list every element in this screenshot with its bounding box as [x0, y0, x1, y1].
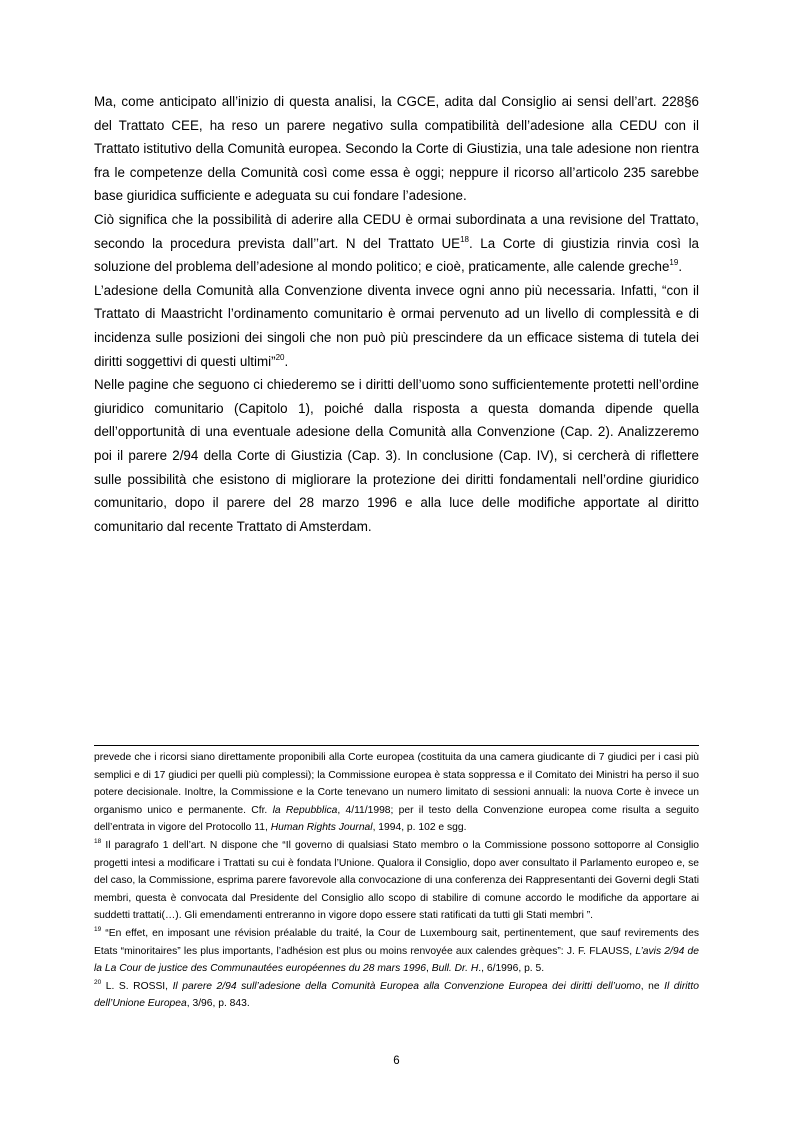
paragraph-1: Ma, come anticipato all’inizio di questa analisi, la CGCE, adita dal Consiglio ai sensi dell’art. 228§6 del Trattato CEE, ha reso un parere negativo sulla compatibilità dell’adesione alla CEDU con il Trattato istitutivo della Comunità europea. Secondo la Corte di Giustizia, una tale adesione non rientra fra le competenze della Comunità così come essa è oggi; neppure il ricorso all’articolo 235 sarebbe base giuridica sufficiente e adeguata su cui fondare l’adesione.	[94, 94, 699, 204]
footnote-separator	[94, 745, 699, 746]
footnote-20: $^{20}$ L. S. ROSSI, Il parere 2/94 sull’adesione della Comunità Europea alla Convenzione Europea dei diritti dell’uomo, ne Il diritto dell’Unione Europea, 3/96, p. 843.	[94, 978, 699, 1010]
footnote-number: 18	[94, 837, 102, 845]
footnotes	[94, 749, 699, 1013]
footnote-number: 19	[94, 925, 102, 933]
footnote-19: $^{19}$ “En effet, en imposant une révision préalable du traité, la Cour de Luxembourg sait, pertinentement, que sauf revirements des Etats “minoritaires” les plus importants, l’adhésion est plus ou moins renvoyée aux calendes grèques”: J. F. FLAUSS, L’avis 2/94 de la La Cour de justice des Communautées européennes du 28 mars 1996, Bull. Dr. H., 6/1996, p. 5.	[94, 925, 699, 975]
page-number: 6	[393, 1055, 400, 1067]
paragraph-4: Nelle pagine che seguono ci chiederemo se i diritti dell’uomo sono sufficientemente protetti nell’ordine giuridico comunitario (Capitolo 1), poiché dalla risposta a questa domanda dipende quella dell’opportunità di una eventuale adesione della Comunità alla Convenzione (Cap. 2). Analizzeremo poi il parere 2/94 della Corte di Giustizia (Cap. 3). In conclusione (Cap. IV), si cercherà di riflettere sulle possibilità che esistono di migliorare la protezione dei diritti fondamentali nell’ordine giuridico comunitario, dopo il parere del 28 marzo 1996 e alla luce delle modifiche apportate al diritto comunitario dal recente Trattato di Amsterdam.	[94, 377, 699, 534]
footnote-ref-18[interactable]: 18	[460, 234, 469, 244]
footnote-18: $^{18}$ Il paragrafo 1 dell’art. N dispone che “Il governo di qualsiasi Stato membro o la Commissione possono sottoporre al Consiglio progetti intesi a modificare i Trattati su cui è fondata l’Unione. Qualora il Consiglio, dopo aver consultato il Parlamento europeo e, se del caso, la Commissione, esprima parere favorevole alla convocazione di una conferenza dei Rappresentanti dei Governi degli Stati membri, questa è convocata dal Presidente del Consiglio allo scopo di stabilire di comune accordo le modifiche da apportare ai suddetti trattati(…). Gli emendamenti entreranno in vigore dopo essere stati ratificati da tutti gli Stati membri ”.	[94, 837, 699, 922]
paragraph-3: L’adesione della Comunità alla Convenzione diventa invece ogni anno più necessaria. Infatti, “con il Trattato di Maastricht l’ordinamento comunitario è ormai pervenuto ad un livello di complessità e di incidenza sulle posizioni dei singoli che non può più prescindere da un efficace sistema di tutela dei diritti soggettivi di questi ultimi”$^{20}$.	[94, 282, 699, 369]
main-text	[94, 90, 699, 538]
footnote-number: 20	[94, 978, 102, 986]
footnote-ref-20[interactable]: 20	[275, 352, 285, 362]
footnote-ref-19[interactable]: 19	[669, 258, 679, 268]
footnote-continuation: prevede che i ricorsi siano direttamente proponibili alla Corte europea (costituita da una camera giudicante di 7 giudici per i casi più semplici e di 17 giudici per quelli più complessi); la Commissione europea è stata soppressa e il Comitato dei Ministri ha perso il suo potere decisionale. Inoltre, la Commissione e la Corte tenevano un numero limitato di sessioni annuali: la nuova Corte è invece un organismo unico e permanente. Cfr. la Repubblica, 4/11/1998; per il testo della Convenzione europea come risulta a seguito dell’entrata in vigore del Protocollo 11, Human Rights Journal, 1994, p. 102 e sgg.	[94, 752, 699, 834]
paragraph-2: Ciò significa che la possibilità di aderire alla CEDU è ormai subordinata a una revisione del Trattato, secondo la procedura prevista dall’’art. N del Trattato UE$^{18}$. La Corte di giustizia rinvia così la soluzione del problema dell’adesione al mondo politico; e cioè, praticamente, alle calende greche$^{19}$.	[94, 211, 699, 275]
